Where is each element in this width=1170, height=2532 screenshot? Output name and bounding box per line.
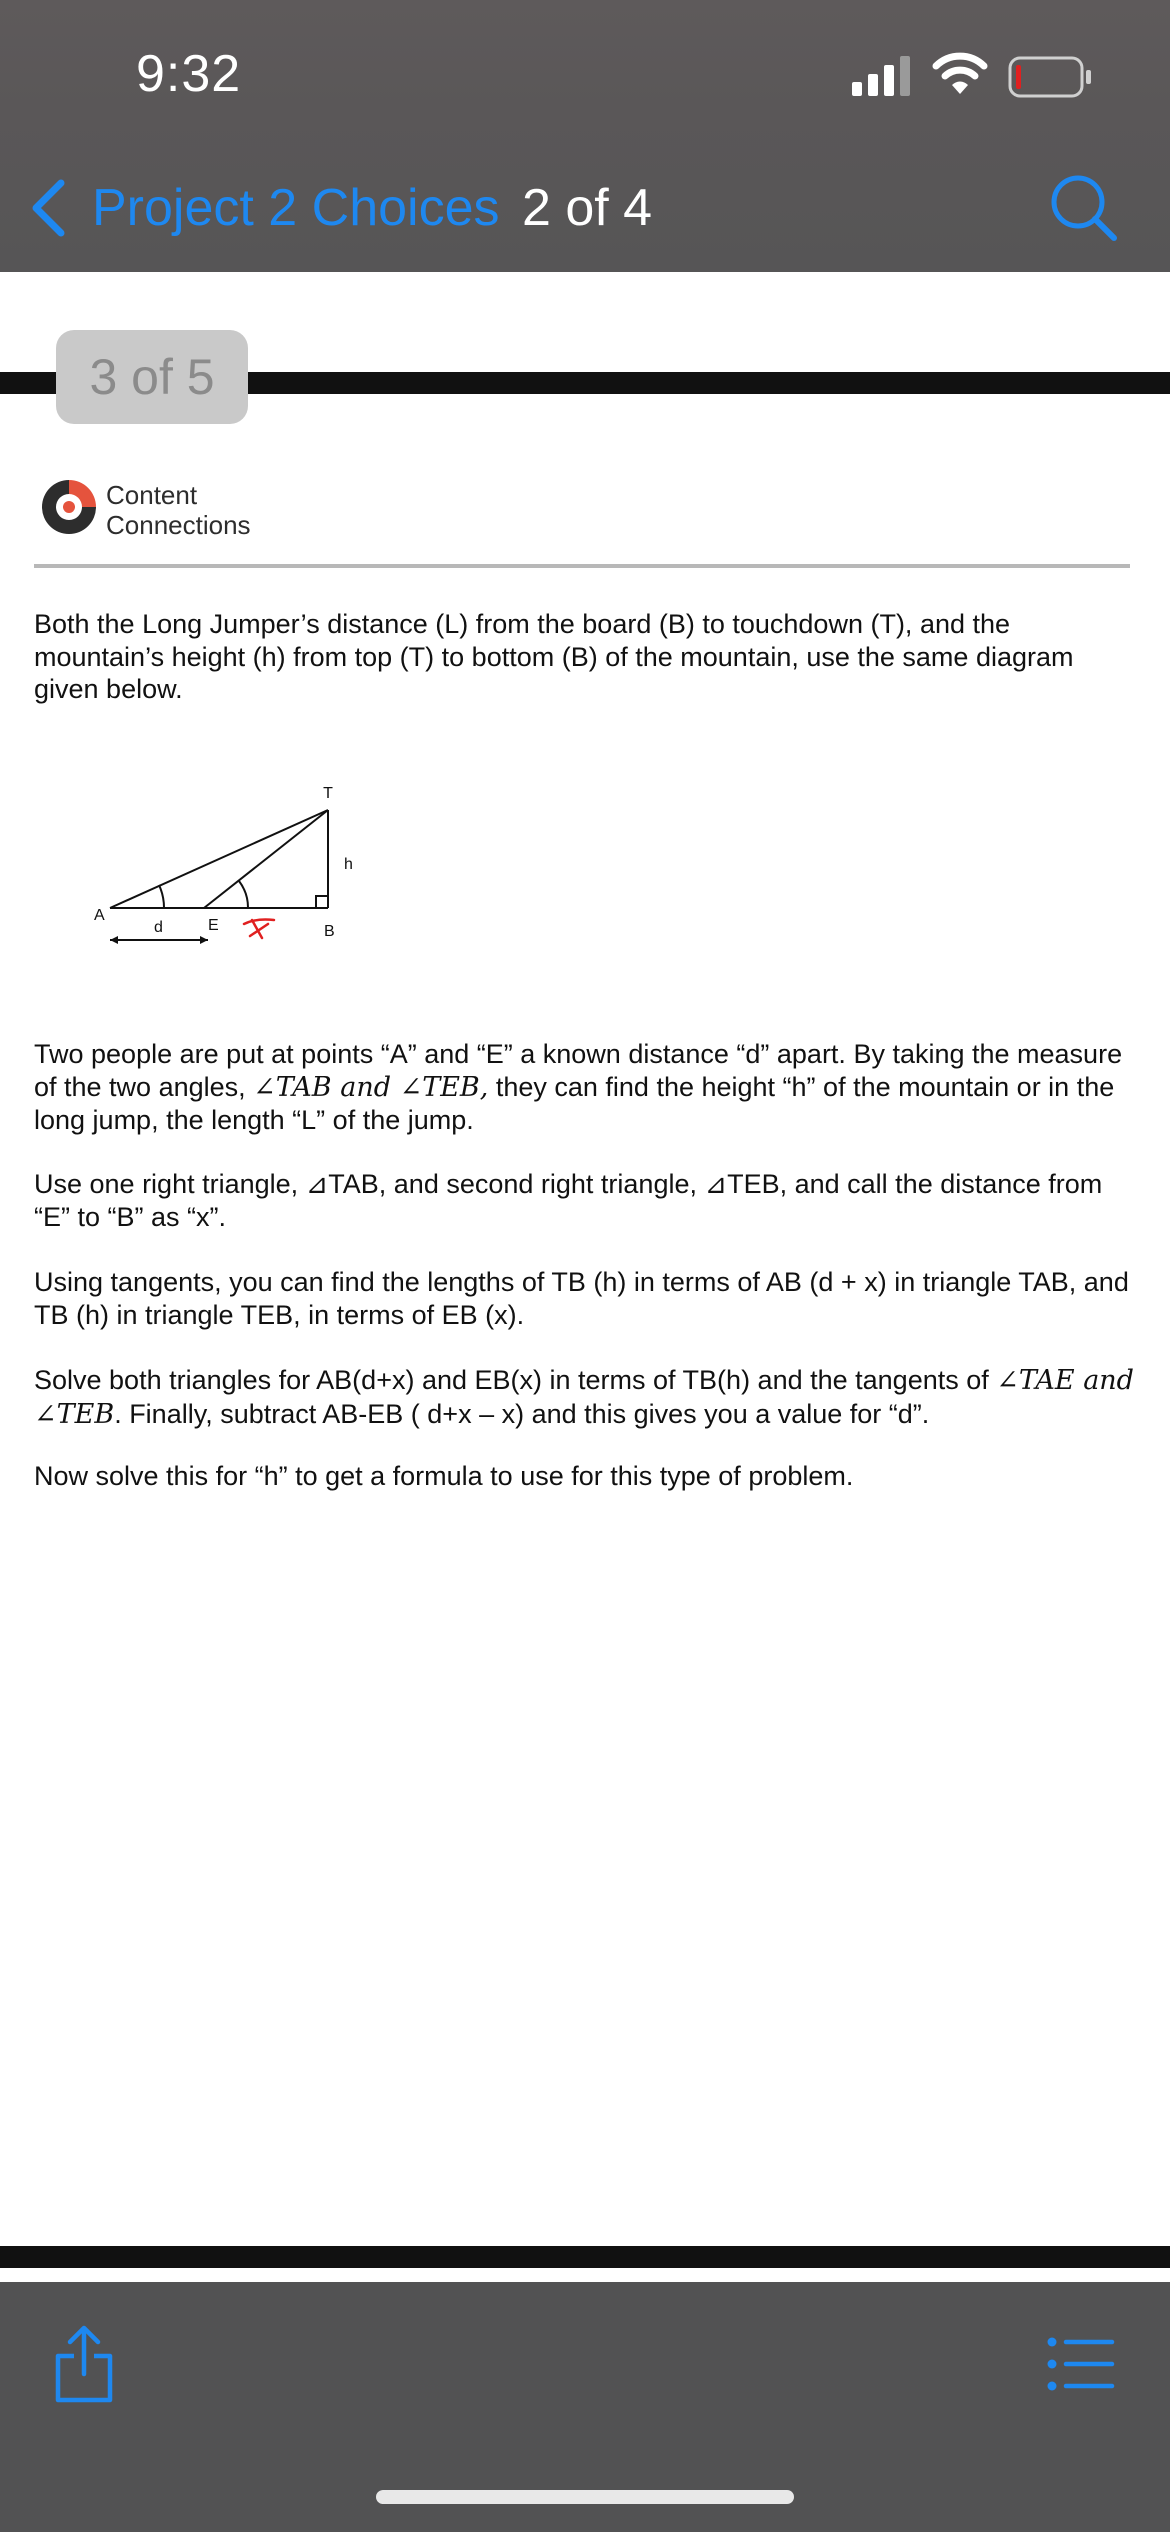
x-annotation-mark	[244, 920, 274, 939]
bottom-divider	[0, 2246, 1170, 2268]
cellular-signal-icon	[852, 56, 916, 96]
label-b: B	[324, 923, 335, 940]
page-badge: 3 of 5	[56, 330, 248, 424]
tangents-paragraph: Using tangents, you can find the lengths of TB (h) in terms of AB (d + x) in triangle TAB, and TB (h) in triangle TEB, in terms of EB (x).	[34, 1267, 1129, 1330]
solve-text-2: . Finally, subtract AB-EB ( d+x – x) and this gives you a value for “d”.	[114, 1398, 930, 1429]
label-h: h	[344, 856, 353, 873]
angle-arc-a	[159, 885, 164, 908]
brand-name	[106, 480, 251, 540]
solve-text-1: Solve both triangles for AB(d+x) and EB(x) in terms of TB(h) and the tangents of	[34, 1365, 997, 1395]
back-button-label: Project 2 Choices	[92, 179, 500, 237]
intro-paragraph: Both the Long Jumper’s distance (L) from the board (B) to touchdown (T), and the mountain’s height (h) from top (T) to bottom (B) of the mountain, use the same diagram given below.	[34, 609, 1074, 704]
method-text-1: Two people are put at points “A” and “E” a known distance “d” apart. By taking the measure of the two angles,	[34, 1039, 1123, 1102]
method-text-2: they can find the height “h” of the mountain or in the long jump, the length “L” of the jump.	[34, 1071, 1115, 1135]
brand-line-1: Content	[106, 480, 198, 510]
right-angle-marker	[316, 896, 328, 908]
horizontal-rule	[34, 564, 1130, 568]
back-button[interactable]	[28, 176, 500, 240]
page-counter: 2 of 4	[522, 179, 653, 237]
angle-arc-e	[239, 881, 248, 908]
wifi-icon	[932, 52, 988, 96]
triangles-paragraph: Use one right triangle, ⊿TAB, and second right triangle, ⊿TEB, and call the distance from “E” to “B” as “x”.	[34, 1169, 1103, 1232]
triangle-diagram	[84, 778, 384, 948]
status-time: 9:32	[136, 45, 242, 103]
d-arrow-left	[110, 936, 118, 944]
solve-paragraph	[34, 1364, 1134, 1431]
solve-angles: ∠TAE and ∠TEB	[34, 1365, 1134, 1430]
method-paragraph	[34, 1038, 1134, 1137]
chevron-left-icon	[28, 179, 68, 237]
battery-icon	[1008, 56, 1092, 98]
method-angles: ∠TAB and ∠TEB,	[253, 1071, 489, 1103]
d-arrow-right	[200, 936, 208, 944]
label-t: T	[323, 785, 333, 802]
line-et	[204, 810, 328, 908]
share-icon[interactable]	[52, 2324, 116, 2404]
line-at	[110, 810, 328, 908]
formula-paragraph: Now solve this for “h” to get a formula to use for this type of problem.	[34, 1461, 854, 1491]
search-icon[interactable]	[1048, 172, 1120, 244]
content-connections-logo-icon	[38, 476, 100, 538]
list-icon[interactable]	[1046, 2334, 1116, 2394]
home-indicator[interactable]	[376, 2490, 794, 2504]
label-a: A	[94, 907, 105, 924]
label-e: E	[208, 917, 219, 934]
top-bar	[0, 0, 1170, 272]
label-d: d	[154, 919, 163, 936]
brand-line-2: Connections	[106, 510, 251, 540]
